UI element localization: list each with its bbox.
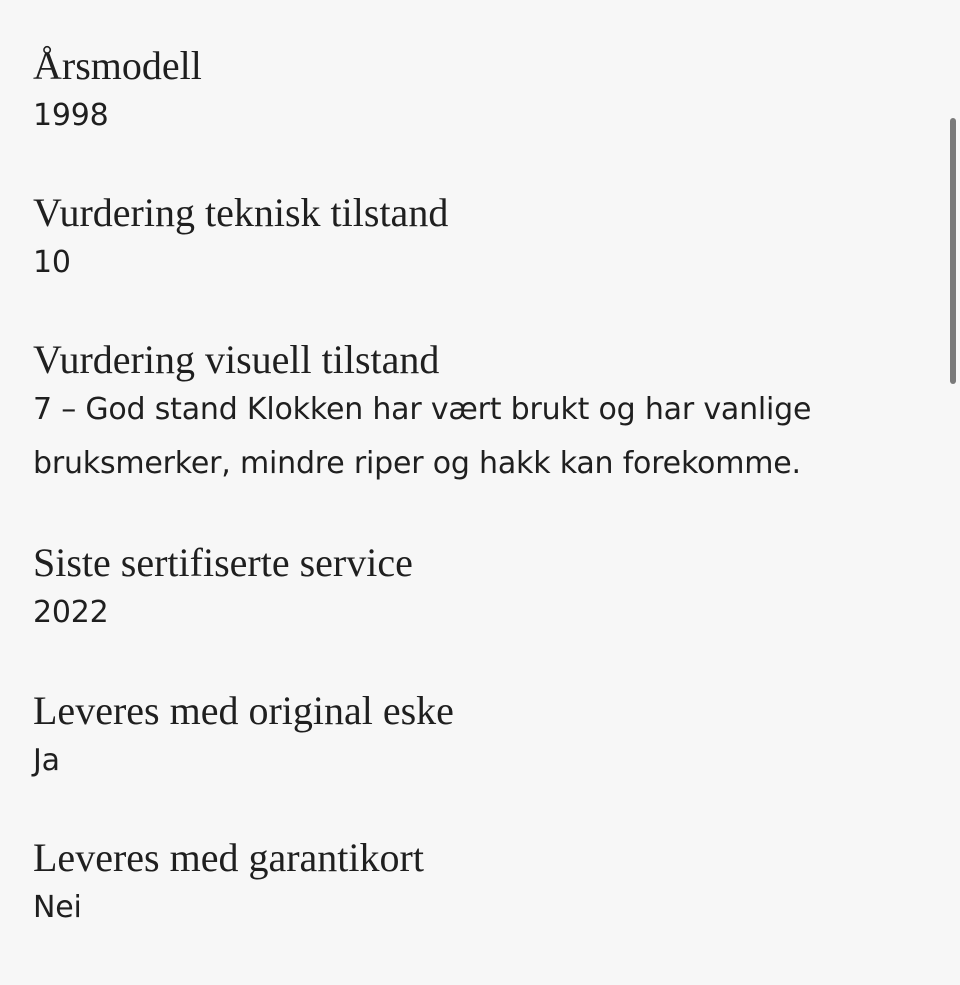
spec-value: 7 – God stand Klokken har vært brukt og har vanlige bruksmerker, mindre riper og hakk kan forekomme. <box>33 392 812 481</box>
spec-item-last-service <box>33 540 913 640</box>
spec-item-model-year <box>33 43 913 143</box>
spec-item-warranty-card <box>33 835 913 935</box>
spec-label: Siste sertifiserte service <box>33 540 413 585</box>
spec-value: 10 <box>33 245 71 280</box>
spec-item-visual-condition <box>33 337 913 491</box>
spec-item-original-box <box>33 688 913 788</box>
spec-value: 1998 <box>33 98 109 133</box>
spec-value: 2022 <box>33 595 109 630</box>
spec-label: Leveres med garantikort <box>33 835 424 880</box>
vertical-scrollbar[interactable] <box>950 118 956 384</box>
spec-label: Vurdering teknisk tilstand <box>33 190 449 235</box>
spec-label: Vurdering visuell tilstand <box>33 337 440 382</box>
spec-value: Nei <box>33 890 82 925</box>
spec-value: Ja <box>33 743 60 778</box>
spec-item-technical-condition <box>33 190 913 290</box>
spec-label: Leveres med original eske <box>33 688 454 733</box>
spec-label: Årsmodell <box>33 43 202 88</box>
